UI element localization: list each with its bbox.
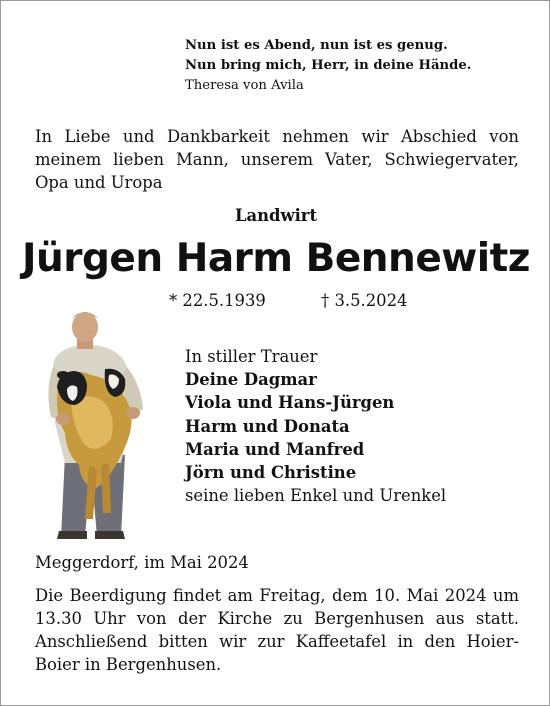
intro-text: In Liebe und Dankbarkeit nehmen wir Abschied von meinem lieben Mann, unserem Vater, Schwiegervater, Opa und Uropa <box>35 127 519 192</box>
quote-block <box>185 36 505 96</box>
mourners-heading: In stiller Trauer <box>185 347 318 366</box>
quote-author: Theresa von Avila <box>185 78 304 93</box>
life-dates <box>169 289 407 312</box>
mourners-closing: seine lieben Enkel und Urenkel <box>185 486 447 506</box>
mourner-name: Harm und Donata <box>185 416 350 436</box>
mourner-name: Maria und Manfred <box>185 439 365 459</box>
deceased-name: Jürgen Harm Bennewitz <box>21 236 531 281</box>
mourner-name: Deine Dagmar <box>185 370 317 390</box>
death-date: † 3.5.2024 <box>321 291 408 310</box>
mourner-name: Viola und Hans-Jürgen <box>185 393 395 413</box>
quote-line-1: Nun ist es Abend, nun ist es genug. <box>185 38 448 53</box>
portrait-photo <box>45 305 157 541</box>
mourners-list <box>185 345 505 507</box>
funeral-info: Die Beerdigung findet am Freitag, dem 10. Mai 2024 um 13.30 Uhr von der Kirche zu Bergenhusen aus statt. Anschließend bitten wir zur Kaffeetafel in den Hoier-Boier in Bergenhusen. <box>35 586 519 674</box>
mourner-name: Jörn und Christine <box>185 463 357 483</box>
profession: Landwirt <box>234 206 318 225</box>
quote-line-2: Nun bring mich, Herr, in deine Hände. <box>185 58 472 73</box>
place-date: Meggerdorf, im Mai 2024 <box>35 553 249 572</box>
birth-date: * 22.5.1939 <box>169 291 266 310</box>
